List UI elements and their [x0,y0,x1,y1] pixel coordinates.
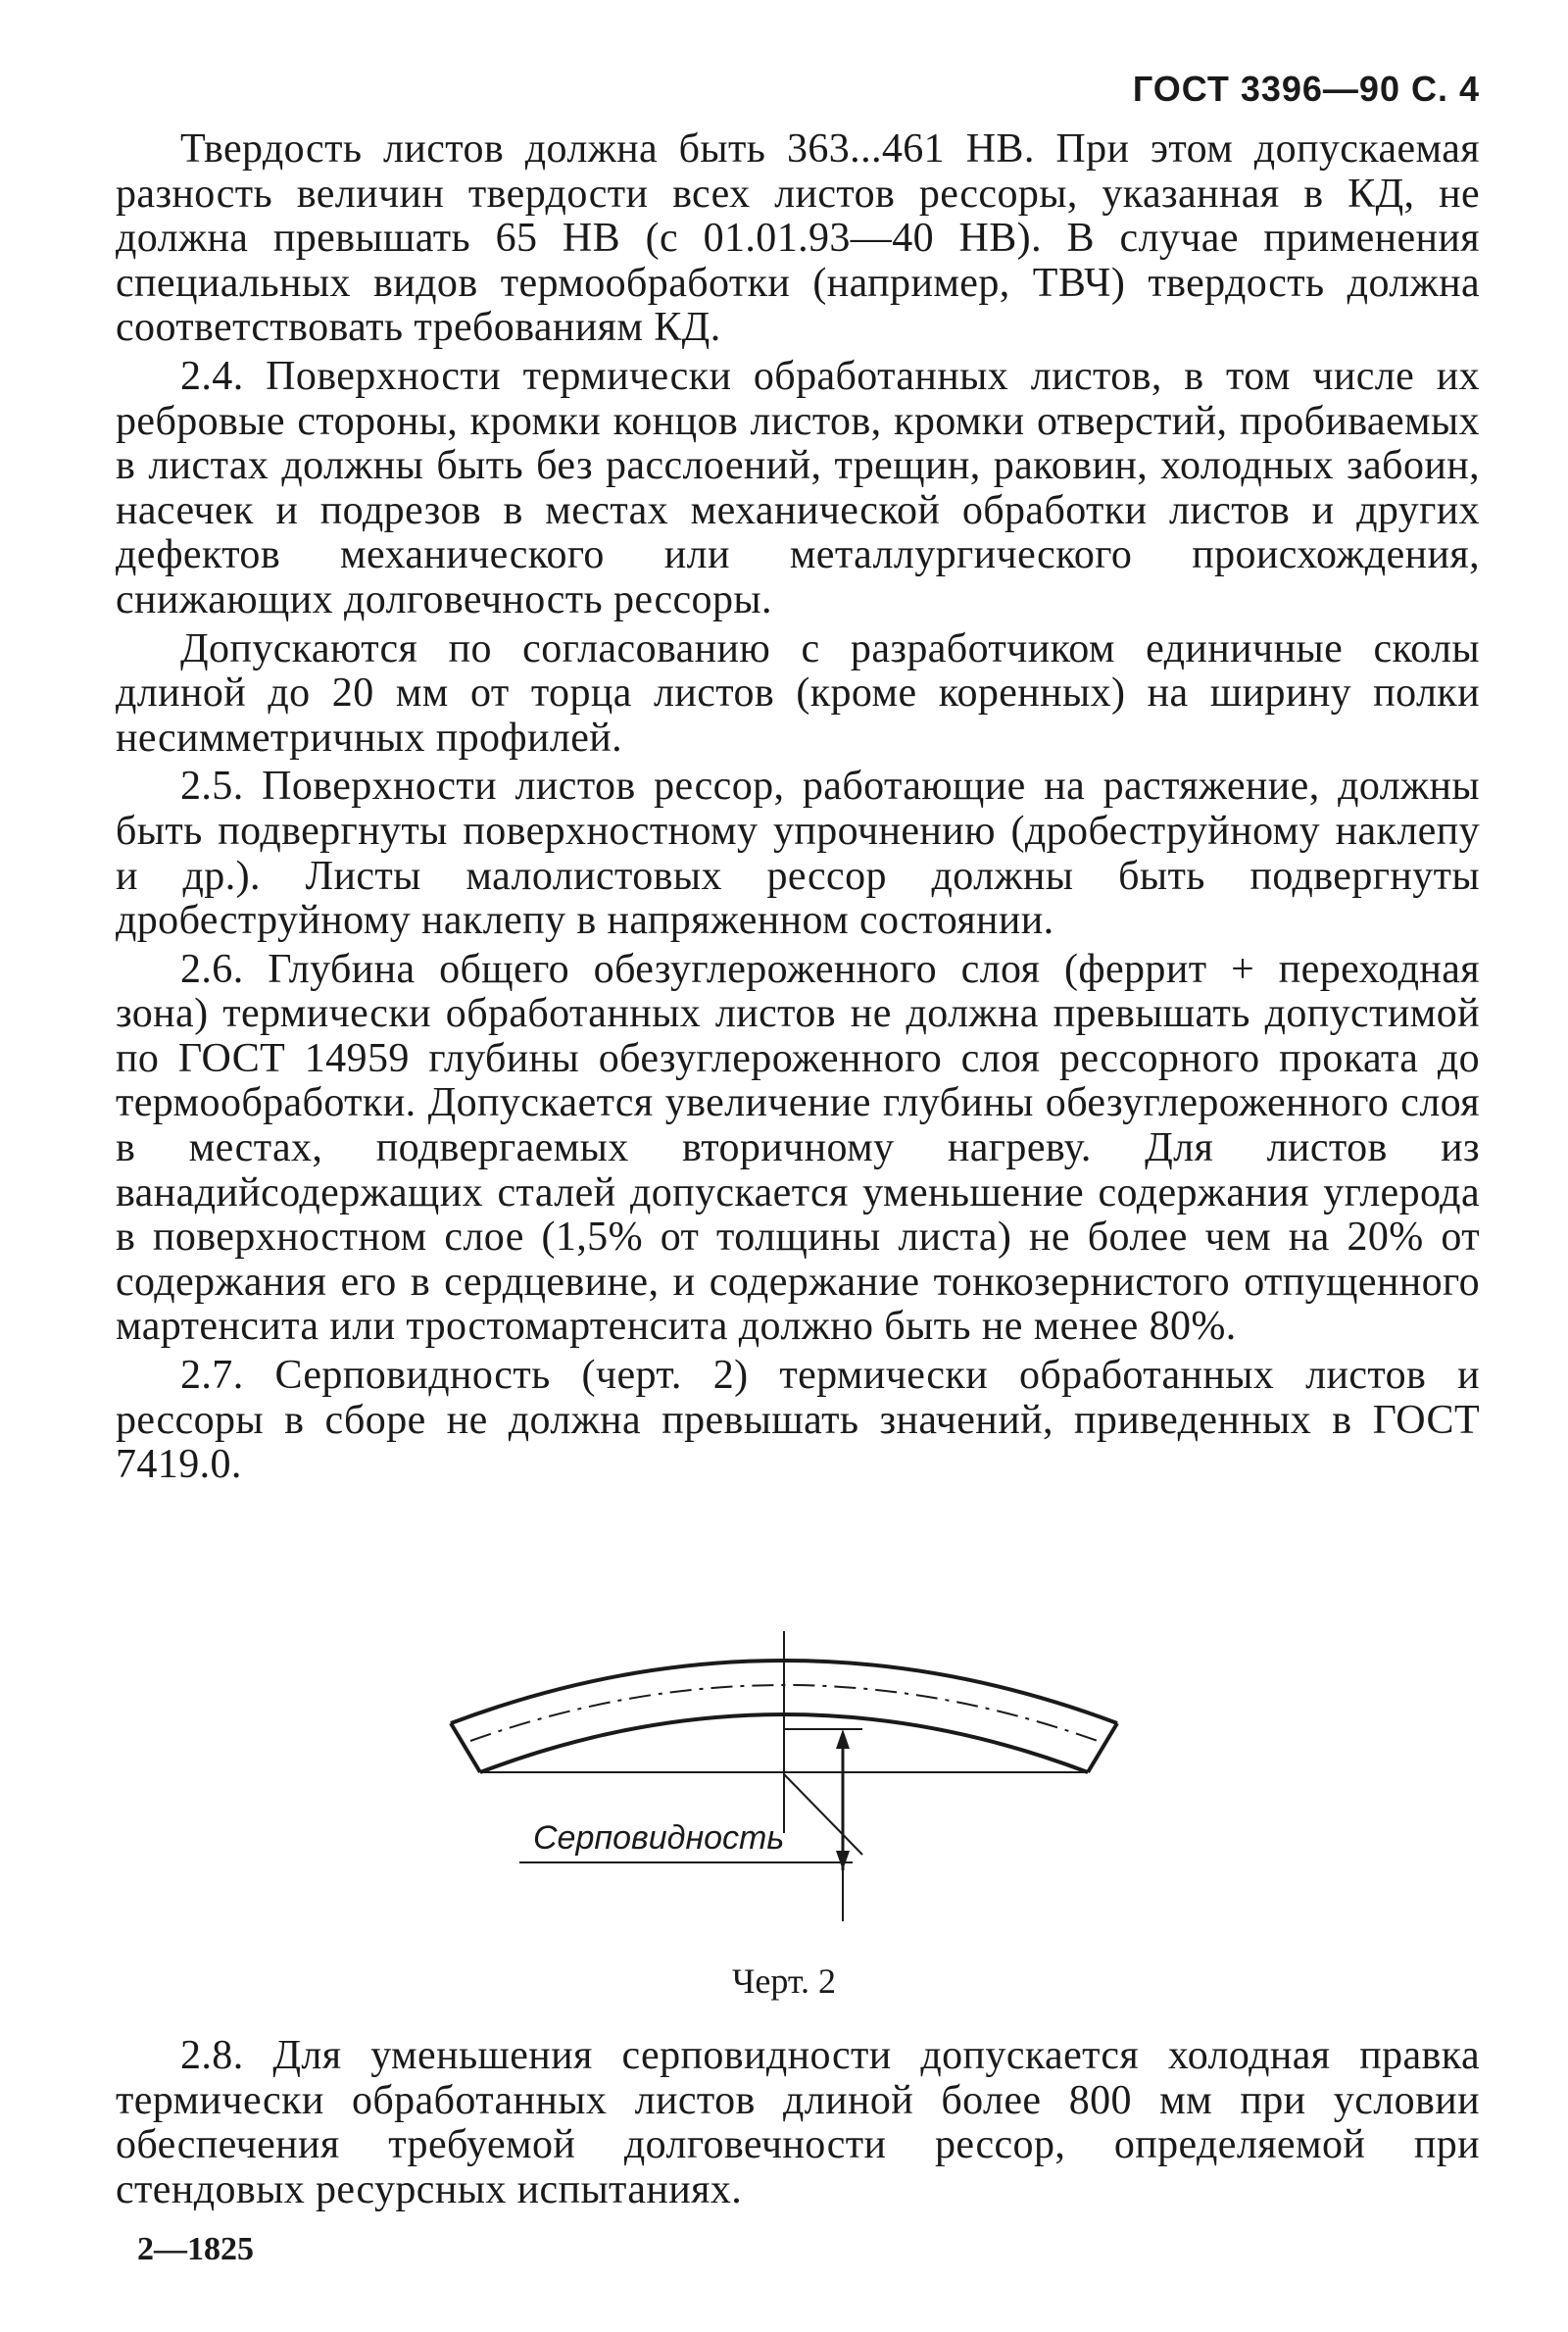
running-head: ГОСТ 3396—90 С. 4 [1132,69,1480,109]
paragraph-2-8: 2.8. Для уменьшения серповидности допускается холодная правка термически обработанных листов длиной более 800 мм при условии обеспечения требуемой долговечности рессор, определяемой при стендовых ресурсных испытаниях. [116,2033,1480,2212]
body-text [116,127,1480,1488]
paragraph-hardness: Твердость листов должна быть 363...461 НВ. При этом допускаемая разность величин твердости всех листов рессоры, указанная в КД, не должна превышать 65 НВ (с 01.01.93—40 НВ). В случае применения специальных видов термообработки (например, ТВЧ) твердость должна соответствовать требованиям КД. [116,126,1480,351]
figure-caption: Черт. 2 [732,1961,836,2001]
body-text-continued [116,2034,1480,2212]
camber-diagram [431,1627,1137,1941]
page-signature: 2—1825 [137,2231,254,2267]
paragraph-2-6: 2.6. Глубина общего обезуглероженного слоя (феррит + переходная зона) термически обработанных листов не должна превышать допустимой по ГОСТ 14959 глубины обезуглероженного слоя рессорного проката до термообработки. Допускается увеличение глубины обезуглероженного слоя в местах, подвергаемых вторичному нагреву. Для листов из ванадийсодержащих сталей допускается уменьшение содержания углерода в поверхностном слое (1,5% от толщины листа) не более чем на 20% от содержания его в сердцевине, и содержание тонкозернистого отпущенного мартенсита или тростомартенсита должно быть не менее 80%. [116,946,1480,1350]
arrow-down [836,1851,850,1870]
leaf-left-end [451,1723,480,1772]
figure-label: Серповидность [533,1819,785,1857]
paragraph-2-7: 2.7. Серповидность (черт. 2) термически обработанных листов и рессоры в сборе не должна превышать значений, приведенных в ГОСТ 7419.0. [116,1353,1480,1488]
arrow-up [836,1729,850,1749]
figure-drawing-2 [431,1627,1137,1941]
leaf-right-end [1088,1723,1117,1772]
dimension-leader [784,1774,862,1855]
paragraph-chips: Допускаются по согласованию с разработчиком единичные сколы длиной до 20 мм от торца листов (кроме коренных) на ширину полки несимметричных профилей. [116,625,1480,761]
paragraph-2-4: 2.4. Поверхности термически обработанных листов, в том числе их ребровые стороны, кромки концов листов, кромки отверстий, пробиваемых в листах должны быть без расслоений, трещин, раковин, холодных забоин, насечек и подрезов в местах механической обработки листов и других дефектов механического или металлургического происхождения, снижающих долговечность рессоры. [116,353,1480,622]
paragraph-2-5: 2.5. Поверхности листов рессор, работающие на растяжение, должны быть подвергнуты поверхностному упрочнению (дробеструйному наклепу и др.). Листы малолистовых рессор должны быть подвергнуты дробеструйному наклепу в напряженном состоянии. [116,764,1480,944]
